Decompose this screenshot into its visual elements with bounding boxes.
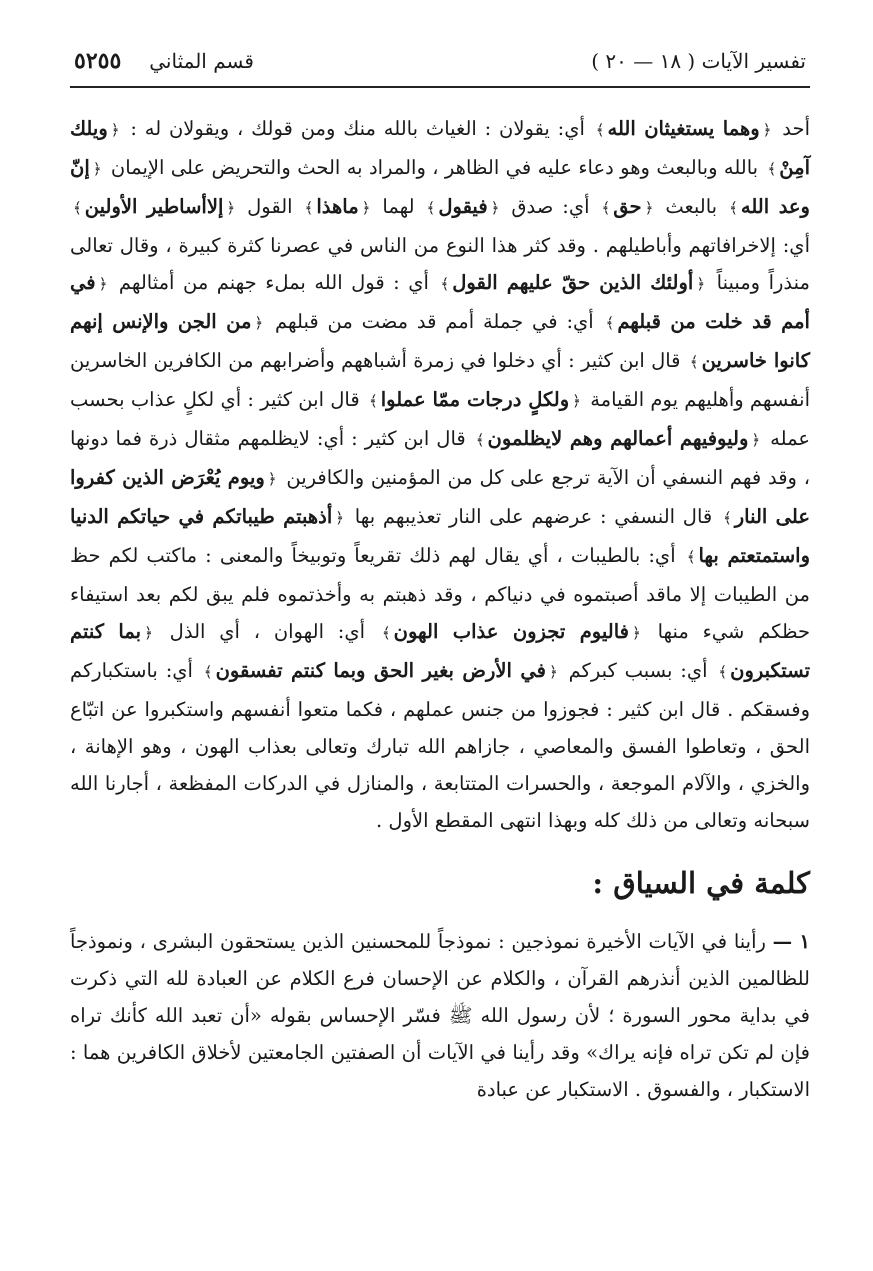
commentary-text: قال النسفي : عرضهم على النار تعذيبهم بها [347, 505, 720, 528]
quran-bracket-open-icon: ﴿ [226, 199, 236, 217]
header-title: تفسير الآيات ( ١٨ — ٢٠ ) [591, 49, 806, 73]
quran-bracket-close-icon: ﴾ [722, 509, 732, 527]
quran-bracket-close-icon: ﴾ [304, 199, 314, 217]
commentary-text: لهما [373, 195, 424, 218]
quran-bracket-close-icon: ﴾ [440, 275, 450, 293]
quran-bracket-close-icon: ﴾ [605, 314, 615, 332]
quran-bracket-open-icon: ﴿ [361, 199, 371, 217]
quran-quote: فيقول [438, 195, 488, 218]
context-paragraph [70, 923, 810, 1108]
quran-bracket-close-icon: ﴾ [595, 121, 605, 139]
quran-bracket-close-icon: ﴾ [368, 392, 378, 410]
quran-bracket-close-icon: ﴾ [767, 160, 777, 178]
quran-bracket-open-icon: ﴿ [644, 199, 654, 217]
quran-bracket-close-icon: ﴾ [601, 199, 611, 217]
commentary-text: أي : قول الله بملء جهنم من أمثالهم [110, 271, 438, 294]
quran-quote: إلاأساطير الأولين [84, 195, 224, 218]
quran-bracket-close-icon: ﴾ [729, 199, 738, 217]
quran-quote: إنّ وعد الله [70, 156, 810, 218]
quran-bracket-close-icon: ﴾ [718, 663, 728, 681]
commentary-text: أي: بسبب كبركم [560, 659, 716, 682]
commentary-text: أي: في جملة أمم قد مضت من قبلهم [266, 310, 603, 333]
quran-bracket-close-icon: ﴾ [686, 548, 696, 566]
quran-quote: ويلك آمِنْ [70, 117, 810, 179]
quran-bracket-open-icon: ﴿ [92, 160, 102, 178]
quran-bracket-close-icon: ﴾ [475, 431, 485, 449]
quran-bracket-open-icon: ﴿ [762, 121, 772, 139]
quran-bracket-open-icon: ﴿ [110, 121, 120, 139]
quran-bracket-open-icon: ﴿ [335, 509, 345, 527]
quran-bracket-close-icon: ﴾ [426, 199, 436, 217]
commentary-text: أي: باستكباركم وفسقكم . قال ابن كثير : فجوزوا من جنس عملهم ، فكما متعوا أنفسهم واستكبروا عن اتبّاع الحق ، وتعاطوا الفسق والمعاصي ، جازاهم الله تبارك وتعالى بعذاب الهون ، وهو الإهانة ، والخزي ، والآلام الموجعة ، والحسرات المتتابعة ، والمنازل في الدركات المفظعة ، أجارنا الله سبحانه وتعالى من ذلك كله وبهذا انتهى المقطع الأول . [70, 659, 810, 832]
quran-quote: أولئك الذين حقّ عليهم القول [452, 271, 694, 294]
commentary-body [70, 110, 810, 839]
quran-bracket-open-icon: ﴿ [144, 624, 153, 642]
quran-quote: وليوفيهم أعمالهم وهم لايظلمون [487, 427, 749, 450]
quran-quote: بما كنتم تستكبرون [70, 620, 811, 682]
quran-bracket-open-icon: ﴿ [696, 275, 706, 293]
commentary-text: أي: الهوان ، أي الذل [155, 620, 379, 643]
commentary-text: القول [238, 195, 302, 218]
quran-bracket-close-icon: ﴾ [381, 624, 391, 642]
quran-quote: فاليوم تجزون عذاب الهون [393, 620, 629, 643]
commentary-text: قال ابن كثير : أي لكلٍ عذاب بحسب عمله [70, 388, 811, 450]
quran-bracket-open-icon: ﴿ [98, 275, 108, 293]
commentary-text: قال ابن كثير : أي: لايظلمهم مثقال ذرة فما دونها ، وقد فهم النسفي أن الآية ترجع على كل من المؤمنين والكافرين [70, 427, 810, 489]
quran-bracket-open-icon: ﴿ [548, 663, 558, 681]
commentary-text: أحد [774, 117, 810, 140]
commentary-text: بالله وبالبعث وهو دعاء عليه في الظاهر ، والمراد به الحث والتحريض على الإيمان [104, 156, 765, 179]
quran-bracket-open-icon: ﴿ [490, 199, 500, 217]
quran-quote: في الأرض بغير الحق وبما كنتم تفسقون [215, 659, 546, 682]
quran-quote: في أمم قد خلت من قبلهم [70, 271, 810, 333]
paragraph-number: ١ — [772, 930, 810, 953]
commentary-text: أي: صدق [502, 195, 599, 218]
commentary-paragraph [70, 110, 810, 839]
commentary-text: قال ابن كثير : أي دخلوا في زمرة أشباههم وأضرابهم من الكافرين الخاسرين أنفسهم وأهليهم يوم القيامة [70, 349, 811, 411]
quran-bracket-open-icon: ﴿ [254, 314, 264, 332]
page-number: ٥٢٥٥ [74, 48, 122, 74]
quran-quote: حق [613, 195, 642, 218]
quran-bracket-close-icon: ﴾ [689, 353, 699, 371]
quran-quote: من الجن والإنس إنهم كانوا خاسرين [70, 310, 810, 372]
quran-bracket-close-icon: ﴾ [203, 663, 213, 681]
commentary-text: أي: إلاخرافاتهم وأباطيلهم . وقد كثر هذا النوع من الناس في عصرنا كثرة كبيرة ، وقال تعالى منذراً ومبيناً [70, 234, 810, 294]
quran-quote: أذهبتم طيباتكم في حياتكم الدنيا واستمتعتم بها [70, 505, 810, 567]
header-left-group [74, 48, 254, 74]
quran-quote: ويوم يُعْرَض الذين كفروا على النار [70, 466, 810, 528]
section-name: قسم المثاني [149, 49, 254, 73]
commentary-text: أي: يقولان : الغياث بالله منك ومن قولك ، ويقولان له : [122, 117, 593, 140]
quran-quote: وهما يستغيثان الله [607, 117, 760, 140]
quran-quote: ولكلٍ درجات ممّا عملوا [380, 388, 570, 411]
commentary-text: بالبعث [656, 195, 727, 218]
quran-bracket-open-icon: ﴿ [631, 624, 641, 642]
quran-bracket-close-icon: ﴾ [73, 199, 82, 217]
document-page [70, 48, 810, 1248]
quran-bracket-open-icon: ﴿ [751, 431, 761, 449]
section-heading: كلمة في السياق : [592, 866, 810, 900]
quran-quote: ماهذا [316, 195, 359, 218]
commentary-text: أي: بالطيبات ، أي يقال لهم ذلك تقريعاً وتوبيخاً والمعنى : ماكتب لكم حظ من الطيبات إلا ماقد أصبتموه في دنياكم ، وقد ذهبتم به وأخذتموه فلم يبق لكم بعد استيفاء حظكم شيء منها [70, 544, 810, 643]
running-header [70, 48, 810, 88]
paragraph-text: رأينا في الآيات الأخيرة نموذجين : نموذجاً للمحسنين الذين يستحقون البشرى ، ونموذجاً للظالمين الذين أنذرهم القرآن ، والكلام عن الإحسان فرع الكلام عن العبادة لله التي ذكرت في بداية محور السورة ؛ لأن رسول الله ﷺ فسّر الإحساس بقوله «أن تعبد الله كأنك تراه فإن لم تكن تراه فإنه يراك» وقد رأينا في الآيات أن الصفتين الجامعتين لأخلاق الكافرين هما : الاستكبار ، والفسوق . الاستكبار عن عبادة [70, 930, 810, 1101]
quran-bracket-open-icon: ﴿ [572, 392, 581, 410]
quran-bracket-open-icon: ﴿ [267, 470, 277, 488]
